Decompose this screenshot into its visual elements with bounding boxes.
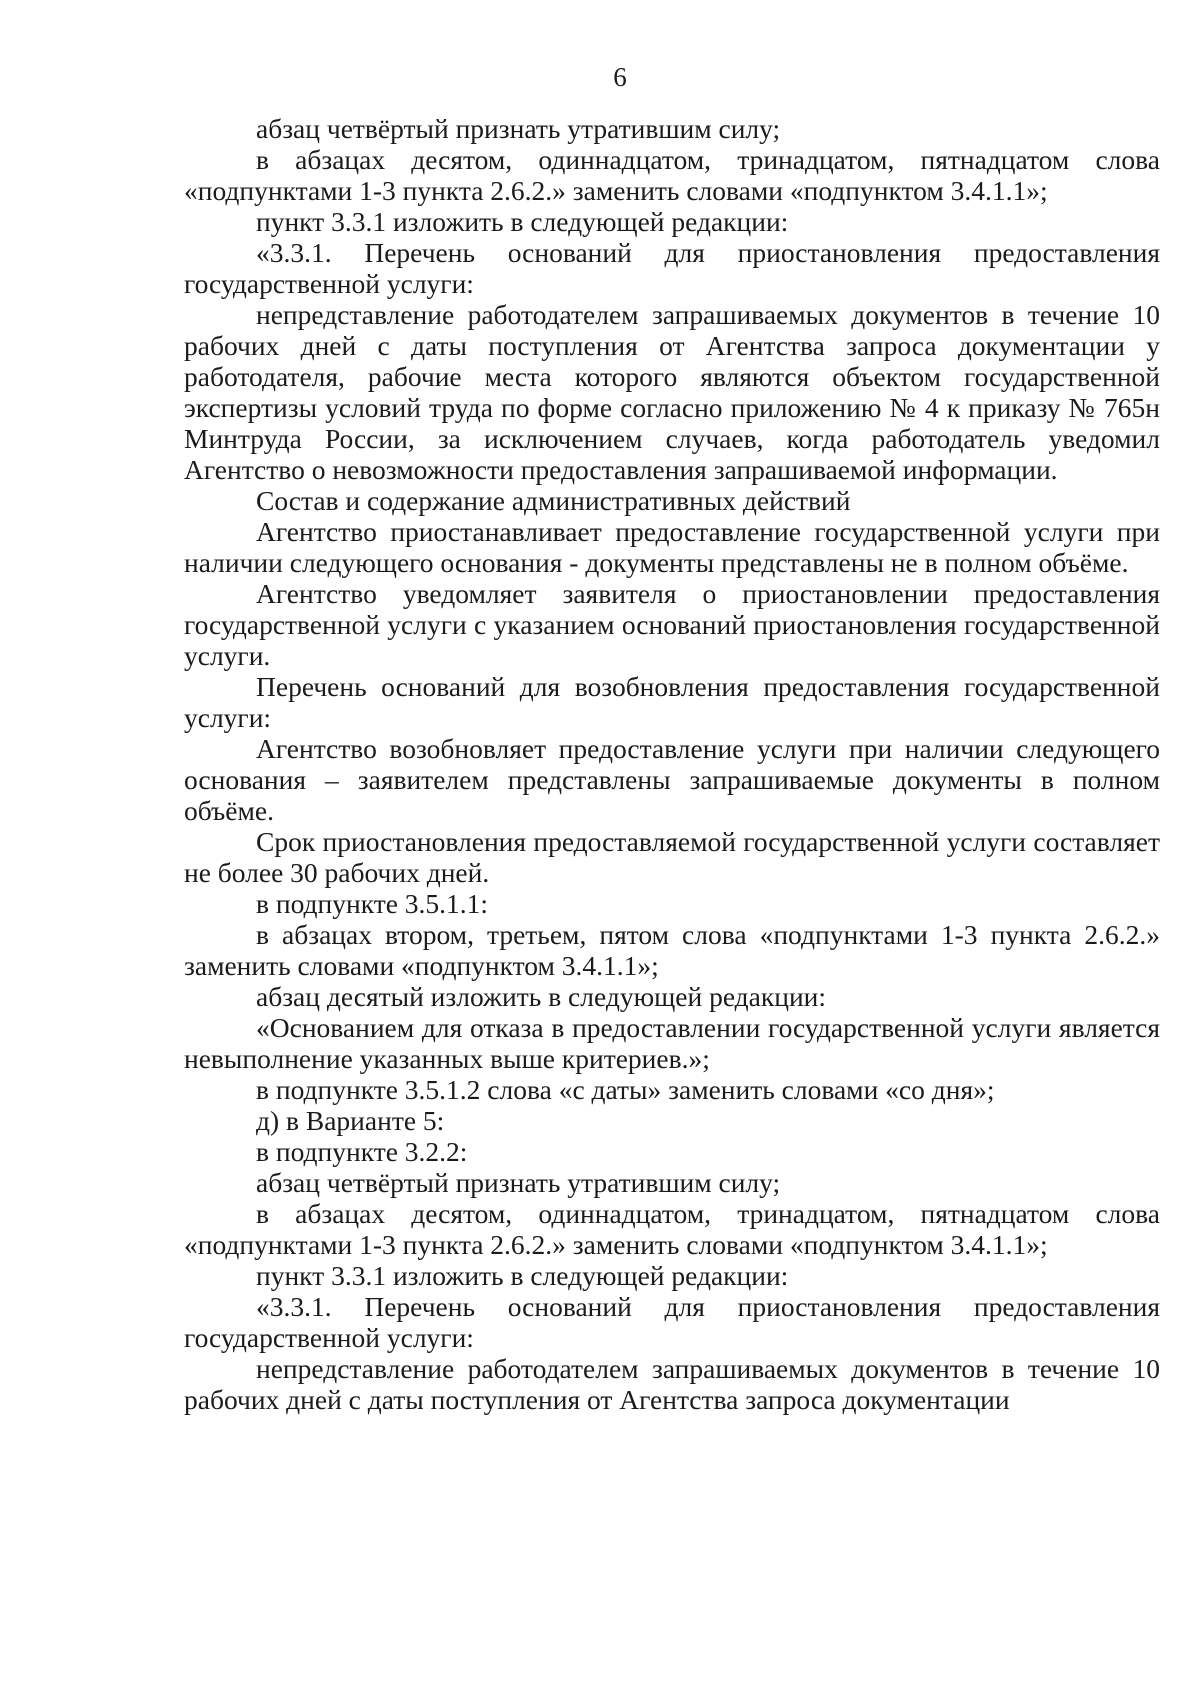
paragraph: в подпункте 3.2.2:	[256, 1136, 468, 1167]
paragraph: в подпункте 3.5.1.2 слова «с даты» заменить словами «со дня»;	[256, 1074, 995, 1105]
paragraph: абзац четвёртый признать утратившим силу;	[256, 113, 781, 144]
paragraph: «3.3.1. Перечень оснований для приостановления предоставления государственной услуги:	[184, 1291, 1160, 1353]
paragraph: в абзацах втором, третьем, пятом слова «подпунктами 1-3 пункта 2.6.2.» заменить словами «подпунктом 3.4.1.1»;	[184, 919, 1160, 981]
paragraph: в абзацах десятом, одиннадцатом, тринадцатом, пятнадцатом слова «подпунктами 1-3 пункта 2.6.2.» заменить словами «подпунктом 3.4.1.1»;	[184, 1198, 1160, 1260]
paragraph: непредставление работодателем запрашиваемых документов в течение 10 рабочих дней с даты поступления от Агентства запроса документации	[184, 1353, 1160, 1415]
section-heading: Состав и содержание административных действий	[256, 485, 851, 516]
paragraph: Агентство возобновляет предоставление услуги при наличии следующего основания – заявителем представлены запрашиваемые документы в полном объёме.	[184, 733, 1160, 826]
paragraph: пункт 3.3.1 изложить в следующей редакции:	[256, 1260, 789, 1291]
document-body	[184, 113, 1160, 1415]
page-number: 6	[613, 62, 627, 92]
paragraph: Срок приостановления предоставляемой государственной услуги составляет не более 30 рабочих дней.	[184, 826, 1160, 888]
paragraph: «3.3.1. Перечень оснований для приостановления предоставления государственной услуги:	[184, 237, 1160, 299]
paragraph: в подпункте 3.5.1.1:	[256, 888, 489, 919]
paragraph: Агентство приостанавливает предоставление государственной услуги при наличии следующего основания - документы представлены не в полном объёме.	[184, 516, 1160, 578]
paragraph: «Основанием для отказа в предоставлении государственной услуги является невыполнение указанных выше критериев.»;	[184, 1012, 1160, 1074]
paragraph: Перечень оснований для возобновления предоставления государственной услуги:	[184, 671, 1160, 733]
paragraph: д) в Варианте 5:	[256, 1105, 445, 1136]
paragraph: абзац четвёртый признать утратившим силу;	[256, 1167, 781, 1198]
paragraph: непредставление работодателем запрашиваемых документов в течение 10 рабочих дней с даты поступления от Агентства запроса документации у работодателя, рабочие места которого являются объектом государственной экспертизы условий труда по форме согласно приложению № 4 к приказу № 765н Минтруда России, за исключением случаев, когда работодатель уведомил Агентство о невозможности предоставления запрашиваемой информации.	[184, 299, 1160, 485]
paragraph: Агентство уведомляет заявителя о приостановлении предоставления государственной услуги с указанием оснований приостановления государственной услуги.	[184, 578, 1160, 671]
paragraph: абзац десятый изложить в следующей редакции:	[256, 981, 827, 1012]
paragraph: в абзацах десятом, одиннадцатом, тринадцатом, пятнадцатом слова «подпунктами 1-3 пункта 2.6.2.» заменить словами «подпунктом 3.4.1.1»;	[184, 144, 1160, 206]
paragraph: пункт 3.3.1 изложить в следующей редакции:	[256, 206, 789, 237]
